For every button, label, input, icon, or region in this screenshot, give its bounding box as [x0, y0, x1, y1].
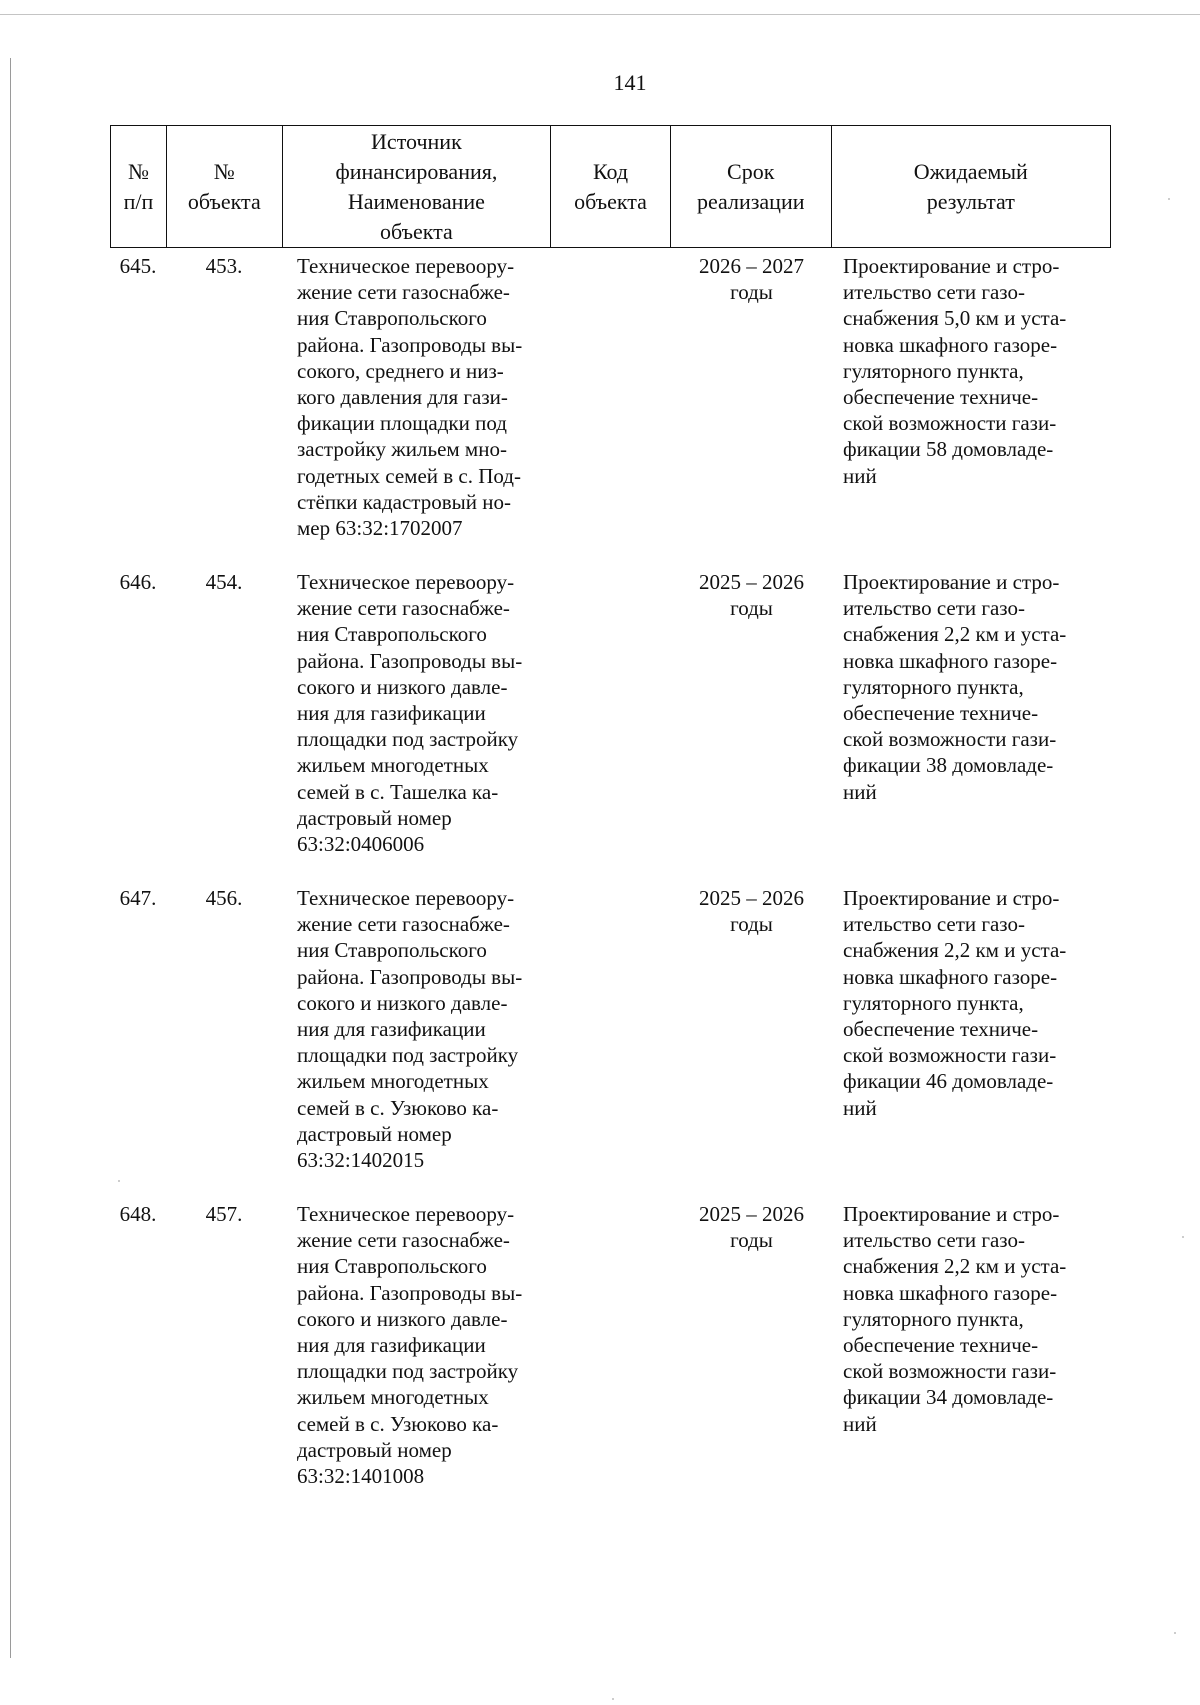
- header-object-number: [167, 126, 283, 247]
- object-name-line: застройку жильем мно-: [297, 437, 507, 462]
- implementation-period-line: 2025 – 2026: [699, 1202, 804, 1226]
- object-name-line: семей в с. Узюково ка-: [297, 1411, 499, 1436]
- header-object-code: [551, 126, 671, 247]
- implementation-period: [671, 564, 832, 880]
- document-table: [110, 125, 1111, 1506]
- table-row: [110, 564, 1111, 880]
- object-name-line: ния Ставропольского: [297, 622, 487, 647]
- scan-speck: [1182, 1236, 1184, 1238]
- expected-result-line: фикации 34 домовладе-: [843, 1385, 1054, 1410]
- object-name-line: 63:32:1402015: [297, 1148, 425, 1173]
- header-text: Ожидаемый: [913, 158, 1028, 184]
- object-name-line: Техническое перевоору-: [297, 254, 515, 278]
- header-text: объекта: [187, 188, 261, 214]
- expected-result-line: ний: [843, 1411, 877, 1436]
- implementation-period-line: 2025 – 2026: [699, 886, 804, 910]
- row-number: 646.: [119, 570, 157, 594]
- expected-result-line: фикации 58 домовладе-: [843, 437, 1054, 462]
- object-name-line: сокого, среднего и низ-: [297, 358, 504, 383]
- object-name-line: сокого и низкого давле-: [297, 674, 508, 699]
- object-number: 453.: [205, 254, 243, 278]
- object-name-line: района. Газопроводы вы-: [297, 1280, 523, 1305]
- object-name-line: жильем многодетных: [297, 1385, 489, 1410]
- object-name: [282, 880, 551, 1196]
- expected-result-line: фикации 46 домовладе-: [843, 1069, 1054, 1094]
- expected-result-line: снабжения 2,2 км и уста-: [843, 1254, 1067, 1279]
- header-text: Срок: [727, 158, 775, 184]
- header-text: объекта: [574, 188, 647, 214]
- object-name-line: ния Ставропольского: [297, 938, 487, 963]
- object-name: [282, 564, 551, 880]
- expected-result-line: ской возможности гази-: [843, 727, 1057, 752]
- expected-result-line: гуляторного пункта,: [843, 990, 1024, 1015]
- expected-result-line: новка шкафного газоре-: [843, 964, 1058, 989]
- object-name-line: Техническое перевоору-: [297, 570, 515, 594]
- expected-result: [832, 564, 1111, 880]
- object-name-line: жение сети газоснабже-: [297, 596, 510, 621]
- expected-result-line: гуляторного пункта,: [843, 674, 1024, 699]
- header-text: реализации: [696, 188, 805, 214]
- object-name-line: площадки под застройку: [297, 1043, 519, 1068]
- scan-speck: [612, 1698, 614, 1700]
- row-number: 645.: [119, 254, 157, 278]
- header-text: №: [213, 158, 235, 184]
- object-name-line: района. Газопроводы вы-: [297, 332, 523, 357]
- object-name-line: площадки под застройку: [297, 1359, 519, 1384]
- expected-result-line: новка шкафного газоре-: [843, 648, 1058, 673]
- object-number: 454.: [205, 570, 243, 594]
- header-row-number: [111, 126, 167, 247]
- object-code: [551, 248, 671, 564]
- implementation-period-line: годы: [730, 596, 773, 621]
- object-name-line: района. Газопроводы вы-: [297, 964, 523, 989]
- expected-result: [832, 1196, 1111, 1506]
- object-name-line: годетных семей в с. Под-: [297, 463, 521, 488]
- object-name-line: сокого и низкого давле-: [297, 990, 508, 1015]
- expected-result-line: снабжения 5,0 км и уста-: [843, 306, 1067, 331]
- object-name-line: ния Ставропольского: [297, 1254, 487, 1279]
- table-body: [110, 248, 1111, 1506]
- expected-result-line: обеспечение техниче-: [843, 1333, 1039, 1358]
- expected-result-line: гуляторного пункта,: [843, 1306, 1024, 1331]
- object-name-line: жение сети газоснабже-: [297, 280, 510, 305]
- table-row: [110, 1196, 1111, 1506]
- expected-result-line: ской возможности гази-: [843, 411, 1057, 436]
- page-number: 141: [613, 70, 647, 95]
- object-name-line: ния для газификации: [297, 701, 486, 726]
- object-name-line: мер 63:32:1702007: [297, 516, 463, 541]
- expected-result-line: обеспечение техниче-: [843, 385, 1039, 410]
- object-name-line: ния для газификации: [297, 1017, 486, 1042]
- row-number: 647.: [119, 886, 157, 910]
- implementation-period: [671, 880, 832, 1196]
- expected-result-line: ской возможности гази-: [843, 1359, 1057, 1384]
- table-row: [110, 880, 1111, 1196]
- object-name-line: жильем многодетных: [297, 1069, 489, 1094]
- scan-left-edge: [10, 58, 11, 1658]
- expected-result-line: ний: [843, 463, 877, 488]
- header-text: объекта: [379, 218, 453, 244]
- expected-result-line: Проектирование и стро-: [843, 886, 1060, 910]
- header-text: №: [127, 158, 149, 184]
- object-name: [282, 248, 551, 564]
- table-row: [110, 248, 1111, 564]
- implementation-period: [671, 248, 832, 564]
- header-text: Источник: [371, 128, 462, 154]
- scan-speck: [1174, 1632, 1176, 1634]
- object-name-line: кого давления для гази-: [297, 385, 508, 410]
- expected-result-line: ской возможности гази-: [843, 1043, 1057, 1068]
- object-name-line: стёпки кадастровый но-: [297, 489, 511, 514]
- object-name-line: жение сети газоснабже-: [297, 912, 510, 937]
- header-text: результат: [926, 188, 1015, 214]
- object-code: [551, 880, 671, 1196]
- expected-result-line: новка шкафного газоре-: [843, 332, 1058, 357]
- object-name-line: Техническое перевоору-: [297, 1202, 515, 1226]
- implementation-period-line: годы: [730, 280, 773, 305]
- scan-speck: [118, 1180, 120, 1182]
- scan-speck: [1168, 198, 1170, 200]
- header-text: п/п: [123, 188, 154, 214]
- expected-result-line: ительство сети газо-: [843, 1228, 1025, 1253]
- expected-result-line: обеспечение техниче-: [843, 1017, 1039, 1042]
- table-header: [110, 125, 1111, 248]
- expected-result-line: снабжения 2,2 км и уста-: [843, 622, 1067, 647]
- expected-result-line: Проектирование и стро-: [843, 1202, 1060, 1226]
- expected-result-line: фикации 38 домовладе-: [843, 753, 1054, 778]
- expected-result-line: ний: [843, 1095, 877, 1120]
- object-name-line: площадки под застройку: [297, 727, 519, 752]
- object-code: [551, 564, 671, 880]
- expected-result-line: ительство сети газо-: [843, 596, 1025, 621]
- object-name-line: Техническое перевоору-: [297, 886, 515, 910]
- expected-result-line: обеспечение техниче-: [843, 701, 1039, 726]
- header-text: финансирования,: [335, 158, 498, 184]
- object-name-line: района. Газопроводы вы-: [297, 648, 523, 673]
- header-source-name: [283, 126, 551, 247]
- object-name-line: сокого и низкого давле-: [297, 1306, 508, 1331]
- expected-result-line: гуляторного пункта,: [843, 358, 1024, 383]
- scan-top-edge: [0, 14, 1200, 15]
- implementation-period-line: годы: [730, 1228, 773, 1253]
- header-period: [671, 126, 832, 247]
- row-number: 648.: [119, 1202, 157, 1226]
- expected-result-line: ительство сети газо-: [843, 912, 1025, 937]
- implementation-period: [671, 1196, 832, 1506]
- object-number: 456.: [205, 886, 243, 910]
- expected-result-line: ний: [843, 779, 877, 804]
- expected-result-line: Проектирование и стро-: [843, 254, 1060, 278]
- object-code: [551, 1196, 671, 1506]
- object-number: 457.: [205, 1202, 243, 1226]
- object-name-line: семей в с. Ташелка ка-: [297, 779, 499, 804]
- expected-result-line: ительство сети газо-: [843, 280, 1025, 305]
- implementation-period-line: 2026 – 2027: [699, 254, 804, 278]
- object-name-line: дастровый номер: [297, 805, 452, 830]
- header-text: Код: [592, 158, 629, 184]
- implementation-period-line: годы: [730, 912, 773, 937]
- header-text: Наименование: [347, 188, 485, 214]
- object-name-line: 63:32:0406006: [297, 832, 425, 857]
- expected-result-line: Проектирование и стро-: [843, 570, 1060, 594]
- object-name-line: ния Ставропольского: [297, 306, 487, 331]
- object-name-line: 63:32:1401008: [297, 1464, 425, 1489]
- object-name-line: дастровый номер: [297, 1437, 452, 1462]
- expected-result: [832, 880, 1111, 1196]
- object-name-line: ния для газификации: [297, 1333, 486, 1358]
- expected-result-line: снабжения 2,2 км и уста-: [843, 938, 1067, 963]
- object-name-line: семей в с. Узюково ка-: [297, 1095, 499, 1120]
- object-name-line: дастровый номер: [297, 1121, 452, 1146]
- header-expected-result: [832, 126, 1110, 247]
- implementation-period-line: 2025 – 2026: [699, 570, 804, 594]
- object-name: [282, 1196, 551, 1506]
- object-name-line: жильем многодетных: [297, 753, 489, 778]
- object-name-line: жение сети газоснабже-: [297, 1228, 510, 1253]
- object-name-line: фикации площадки под: [297, 411, 507, 436]
- expected-result-line: новка шкафного газоре-: [843, 1280, 1058, 1305]
- expected-result: [832, 248, 1111, 564]
